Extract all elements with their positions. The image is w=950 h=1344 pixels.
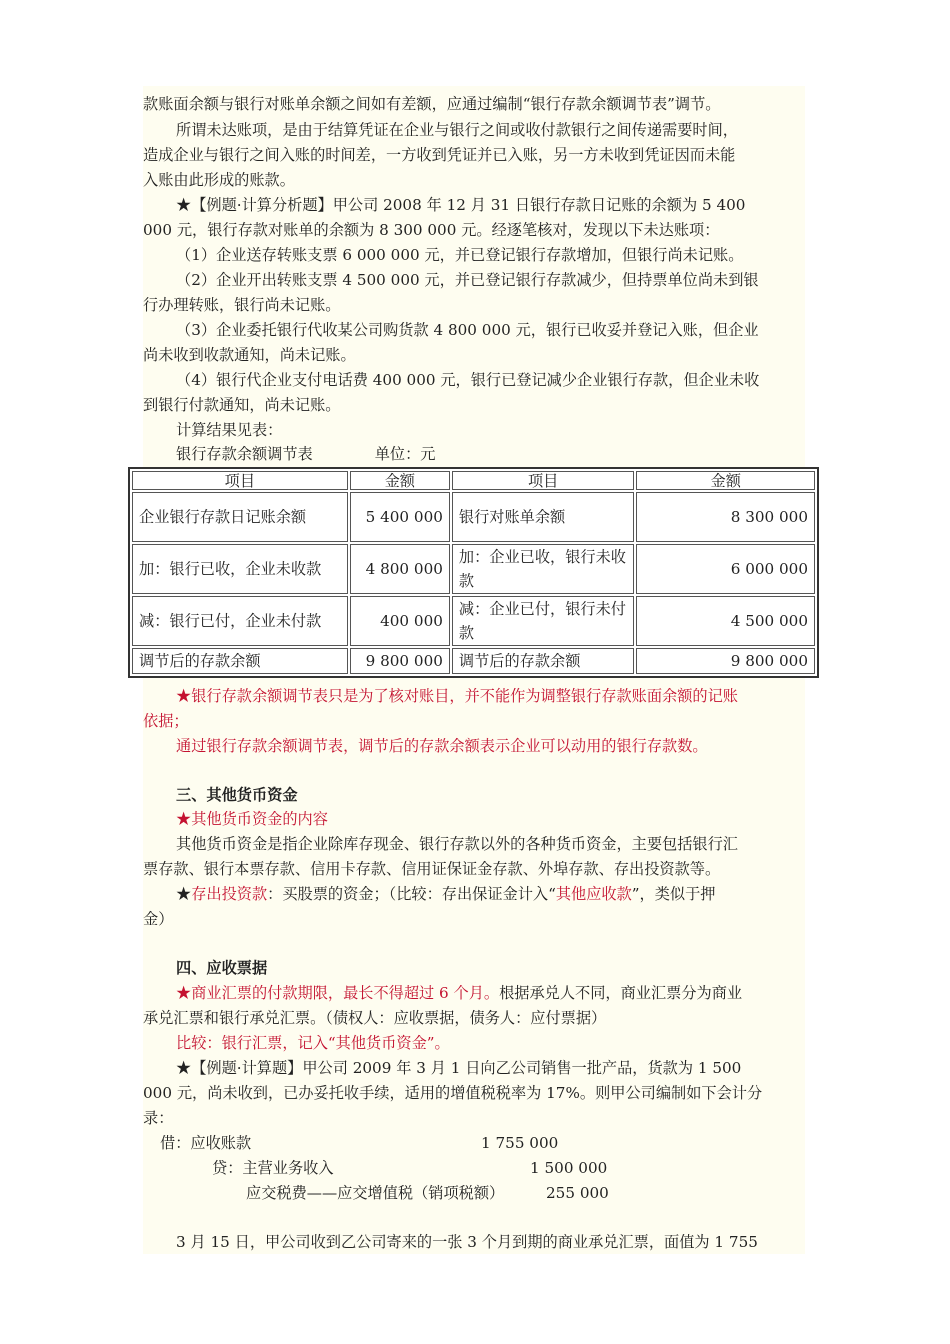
text-line: 其他货币资金是指企业除库存现金、银行存款以外的各种货币资金，主要包括银行汇 bbox=[176, 835, 738, 853]
table-cell: 4 800 000 bbox=[350, 544, 450, 594]
text-span: ”，类似于押 bbox=[631, 885, 716, 903]
compare-note: 比较：银行汇票，记入“其他货币资金”。 bbox=[176, 1034, 450, 1052]
text-line: 承兑汇票和银行承兑汇票。（债权人：应收票据，债务人：应付票据） bbox=[143, 1009, 607, 1027]
journal-tax-account: 应交税费——应交增值税（销项税额） bbox=[246, 1184, 505, 1202]
section-heading: 四、应收票据 bbox=[176, 959, 268, 977]
text-line: 尚未收到收款通知，尚未记账。 bbox=[143, 346, 356, 364]
column-header: 项目 bbox=[452, 471, 635, 490]
text-span: ：买股票的资金；（比较：存出保证金计入“ bbox=[267, 885, 556, 903]
text-line: 造成企业与银行之间入账的时间差，一方收到凭证并已入账，另一方未收到凭证因而未能 bbox=[143, 146, 736, 164]
table-header-row bbox=[132, 471, 815, 490]
highlight-term: 其他应收款 bbox=[555, 885, 632, 903]
table-cell: 企业银行存款日记账余额 bbox=[132, 492, 348, 542]
table-cell: 8 300 000 bbox=[636, 492, 815, 542]
table-cell: 加：银行已收，企业未收款 bbox=[132, 544, 348, 594]
table-cell: 9 800 000 bbox=[636, 648, 815, 674]
journal-credit-account: 贷：主营业务收入 bbox=[212, 1159, 334, 1177]
table-cell: 4 500 000 bbox=[636, 596, 815, 646]
text-line: 金） bbox=[143, 910, 174, 928]
list-item: （3）企业委托银行代收某公司购货款 4 800 000 元，银行已收妥并登记入账，但企业 bbox=[176, 321, 759, 339]
table-title: 银行存款余额调节表 bbox=[176, 445, 313, 463]
text-line bbox=[143, 884, 805, 904]
table-cell: 5 400 000 bbox=[350, 492, 450, 542]
journal-debit-amount: 1 755 000 bbox=[481, 1134, 559, 1152]
highlight-text: ★商业汇票的付款期限，最长不得超过 6 个月。 bbox=[176, 984, 500, 1002]
table-cell: 减：企业已付，银行未付款 bbox=[452, 596, 635, 646]
column-header: 项目 bbox=[132, 471, 348, 490]
text-line bbox=[143, 983, 805, 1003]
section-heading: 三、其他货币资金 bbox=[176, 786, 298, 804]
text-line: 000 元，尚未收到，已办妥托收手续，适用的增值税税率为 17%。则甲公司编制如下会计分 bbox=[143, 1084, 763, 1102]
table-cell: 400 000 bbox=[350, 596, 450, 646]
star-mark: ★ bbox=[176, 885, 192, 903]
table-caption bbox=[143, 444, 805, 464]
table-row bbox=[132, 544, 815, 594]
table-cell: 减：银行已付，企业未付款 bbox=[132, 596, 348, 646]
table-cell: 调节后的存款余额 bbox=[132, 648, 348, 674]
subheading: ★其他货币资金的内容 bbox=[176, 810, 328, 828]
text-line: 行办理转账，银行尚未记账。 bbox=[143, 296, 341, 314]
text-line: 录： bbox=[143, 1109, 174, 1127]
table-cell: 6 000 000 bbox=[636, 544, 815, 594]
table-cell: 加：企业已收，银行未收款 bbox=[452, 544, 635, 594]
table-cell: 9 800 000 bbox=[350, 648, 450, 674]
table-cell: 银行对账单余额 bbox=[452, 492, 635, 542]
text-line: 款账面余额与银行对账单余额之间如有差额，应通过编制“银行存款余额调节表”调节。 bbox=[143, 95, 721, 113]
note-line: 依据； bbox=[143, 712, 189, 730]
text-line: 计算结果见表： bbox=[176, 421, 283, 439]
highlight-term: 存出投资款 bbox=[191, 885, 268, 903]
text-line: 3 月 15 日，甲公司收到乙公司寄来的一张 3 个月到期的商业承兑汇票，面值为 1 755 bbox=[176, 1233, 758, 1251]
journal-tax-amount: 255 000 bbox=[546, 1184, 609, 1202]
text-line: 000 元，银行存款对账单的余额为 8 300 000 元。经逐笔核对，发现以下未达账项： bbox=[143, 221, 720, 239]
note-line: 通过银行存款余额调节表，调节后的存款余额表示企业可以动用的银行存款数。 bbox=[176, 737, 708, 755]
text-line: 到银行付款通知，尚未记账。 bbox=[143, 396, 341, 414]
journal-credit-amount: 1 500 000 bbox=[530, 1159, 608, 1177]
table-row bbox=[132, 648, 815, 674]
note-line: ★银行存款余额调节表只是为了核对账目，并不能作为调整银行存款账面余额的记账 bbox=[176, 687, 738, 705]
table-cell: 调节后的存款余额 bbox=[452, 648, 635, 674]
table-unit: 单位：元 bbox=[374, 445, 436, 463]
table-row bbox=[132, 596, 815, 646]
text-line: 入账由此形成的账款。 bbox=[143, 171, 295, 189]
column-header: 金额 bbox=[636, 471, 815, 490]
reconciliation-table bbox=[128, 467, 819, 678]
example-heading: ★【例题·计算题】甲公司 2009 年 3 月 1 日向乙公司销售一批产品，货款为 1 500 bbox=[176, 1059, 742, 1077]
text-span: 根据承兑人不同，商业汇票分为商业 bbox=[499, 984, 743, 1002]
text-line: 所谓未达账项，是由于结算凭证在企业与银行之间或收付款银行之间传递需要时间， bbox=[176, 121, 738, 139]
table-row bbox=[132, 492, 815, 542]
example-heading: ★【例题·计算分析题】甲公司 2008 年 12 月 31 日银行存款日记账的余额为 5 400 bbox=[176, 196, 746, 214]
list-item: （2）企业开出转账支票 4 500 000 元，并已登记银行存款减少，但持票单位尚未到银 bbox=[176, 271, 759, 289]
column-header: 金额 bbox=[350, 471, 450, 490]
journal-debit-account: 借：应收账款 bbox=[160, 1134, 252, 1152]
text-line: 票存款、银行本票存款、信用卡存款、信用证保证金存款、外埠存款、存出投资款等。 bbox=[143, 860, 721, 878]
list-item: （1）企业送存转账支票 6 000 000 元，并已登记银行存款增加，但银行尚未记账。 bbox=[176, 246, 744, 264]
list-item: （4）银行代企业支付电话费 400 000 元，银行已登记减少企业银行存款，但企业未收 bbox=[176, 371, 760, 389]
